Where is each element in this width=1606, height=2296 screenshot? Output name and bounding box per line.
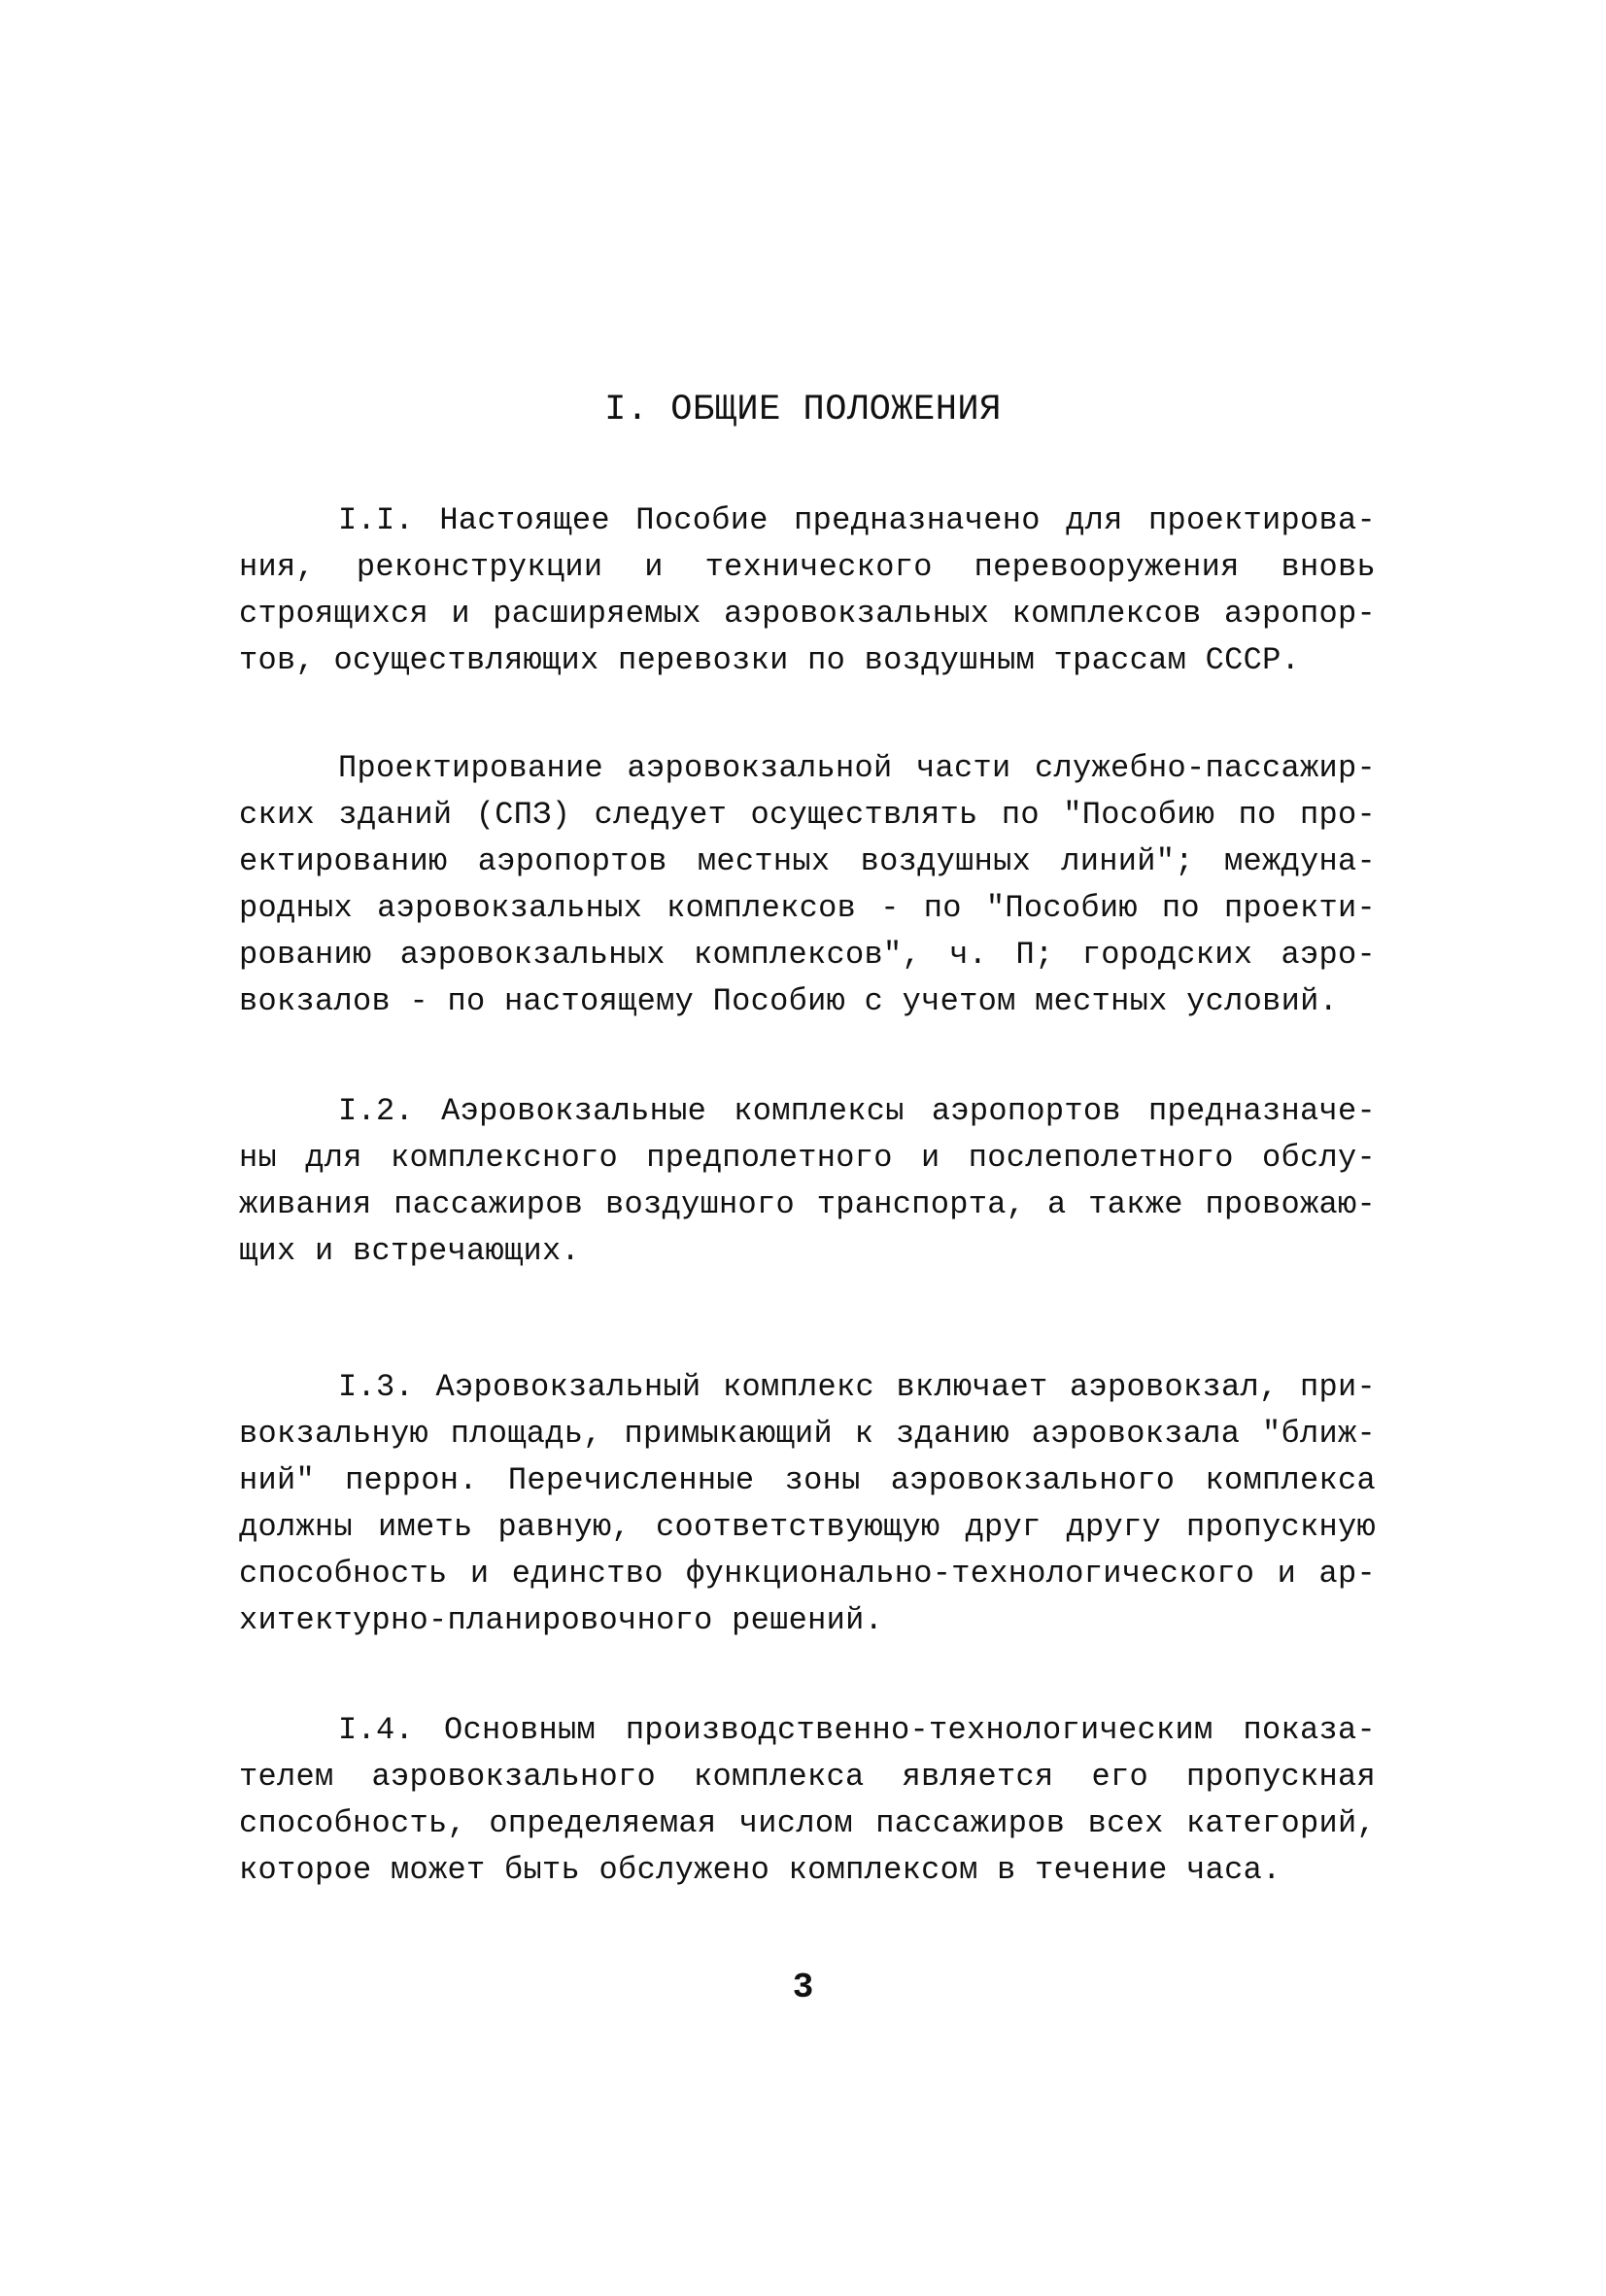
paragraph-line: строящихся и расширяемых аэровокзальных комплексов аэропор-: [239, 596, 1376, 632]
paragraph-line: телем аэровокзального комплекса является его пропускная: [239, 1759, 1376, 1795]
paragraph-line: способность, определяемая числом пассажиров всех категорий,: [239, 1805, 1376, 1841]
paragraph-line: I.3. Аэровокзальный комплекс включает аэровокзал, при-: [338, 1369, 1376, 1405]
paragraph-line: ских зданий (СПЗ) следует осуществлять по "Пособию по про-: [239, 797, 1376, 833]
paragraph-line: способность и единство функционально-технологического и ар-: [239, 1556, 1376, 1592]
paragraph-1-1: [239, 497, 1376, 684]
paragraph-line: ния, реконструкции и технического перевооружения вновь: [239, 549, 1376, 585]
paragraph-line: должны иметь равную, соответствующую друг другу пропускную: [239, 1509, 1376, 1545]
paragraph-1-3: [239, 1364, 1376, 1644]
paragraph-line: I.I. Настоящее Пособие предназначено для проектирова-: [338, 502, 1376, 538]
paragraph-line: вокзалов - по настоящему Пособию с учетом местных условий.: [239, 983, 1339, 1019]
paragraph-line: I.4. Основным производственно-технологическим показа-: [338, 1712, 1376, 1748]
paragraph-line: рованию аэровокзальных комплексов", ч. П; городских аэро-: [239, 937, 1376, 973]
paragraph-line: I.2. Аэровокзальные комплексы аэропортов предназначе-: [338, 1093, 1376, 1129]
paragraph-line: родных аэровокзальных комплексов - по "Пособию по проекти-: [239, 890, 1376, 926]
paragraph-line: ектированию аэропортов местных воздушных линий"; междуна-: [239, 843, 1376, 879]
paragraph-1-2: [239, 1088, 1376, 1275]
paragraph-line: тов, осуществляющих перевозки по воздушным трассам СССР.: [239, 642, 1301, 678]
paragraph-line: Проектирование аэровокзальной части служебно-пассажир-: [338, 750, 1376, 786]
paragraph-line: которое может быть обслужено комплексом в течение часа.: [239, 1852, 1281, 1888]
paragraph-line: ний" перрон. Перечисленные зоны аэровокзального комплекса: [239, 1462, 1376, 1498]
paragraph-line: живания пассажиров воздушного транспорта, а также провожаю-: [239, 1186, 1376, 1222]
paragraph-line: вокзальную площадь, примыкающий к зданию аэровокзала "ближ-: [239, 1416, 1376, 1452]
paragraph-line: щих и встречающих.: [239, 1233, 581, 1269]
page-number: 3: [792, 1968, 814, 2007]
paragraph-design-references: [239, 745, 1376, 1025]
section-title: I. ОБЩИЕ ПОЛОЖЕНИЯ: [604, 390, 1002, 430]
paragraph-line: ны для комплексного предполетного и послеполетного обслу-: [239, 1140, 1376, 1176]
paragraph-1-4: [239, 1707, 1376, 1894]
paragraph-line: хитектурно-планировочного решений.: [239, 1602, 884, 1638]
